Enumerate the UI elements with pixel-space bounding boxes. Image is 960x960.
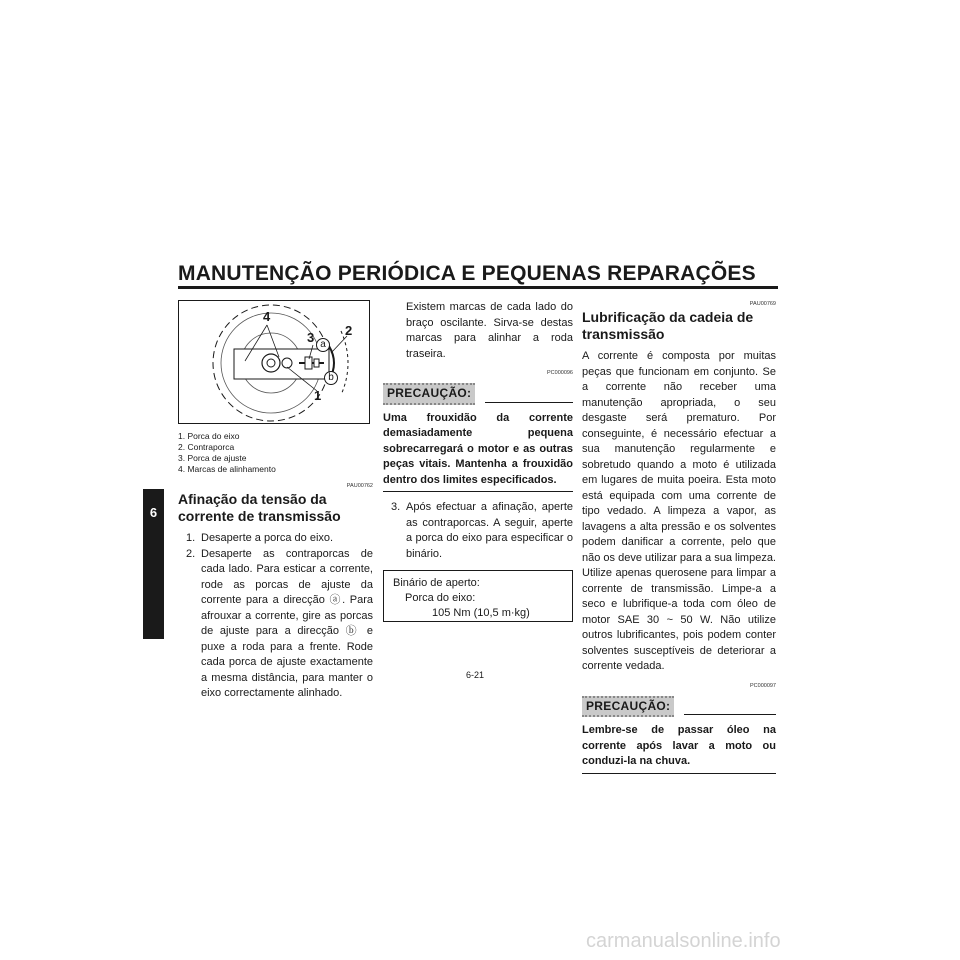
sprocket-illustration xyxy=(179,301,369,423)
spec-value: 105 Nm (10,5 m·kg) xyxy=(432,607,530,619)
section-heading: Afinação da tensão da corrente de transmissão xyxy=(178,491,341,524)
torque-spec-box xyxy=(383,570,573,622)
column-right xyxy=(582,300,776,774)
step-text: Após efectuar a afinação, aperte as contraporcas. A seguir, aperte a porca do eixo para especificar o binário. xyxy=(406,501,573,560)
spec-label: Binário de aperto: xyxy=(393,577,480,589)
reference-code: PC000097 xyxy=(750,682,776,689)
caution-rule xyxy=(485,402,573,403)
chapter-number: 6 xyxy=(149,505,158,520)
caution-header xyxy=(383,383,573,405)
page-title: MANUTENÇÃO PERIÓDICA E PEQUENAS REPARAÇÕES xyxy=(178,262,756,285)
step-item xyxy=(178,547,373,702)
chain-adjuster-figure xyxy=(178,300,370,424)
step-number: 2. xyxy=(186,547,196,560)
figure-label-2: 2 xyxy=(345,323,353,338)
figure-legend xyxy=(178,431,373,475)
section-heading: Lubrificação da cadeia de transmissão xyxy=(582,309,754,342)
figure-label-1: 1 xyxy=(314,388,322,403)
adjustment-steps xyxy=(178,531,373,702)
caution-text: Lembre-se de passar óleo na corrente após lavar a moto ou conduzi-la na chuva. xyxy=(582,723,776,774)
step-number: 3. xyxy=(391,501,401,513)
caution-text: Uma frouxidão da corrente demasiadamente pequena sobrecarregará o motor e as outras peças vitais. Mantenha a frouxidão dentro dos limites especificados. xyxy=(383,411,573,493)
column-left xyxy=(178,300,373,702)
title-rule xyxy=(178,286,778,289)
chapter-tab xyxy=(143,489,164,639)
caution-header xyxy=(582,696,776,718)
adjustment-steps-continued xyxy=(383,500,573,562)
step-text: Desaperte a porca do eixo. xyxy=(201,532,334,544)
watermark: carmanualsonline.info xyxy=(586,930,781,952)
direction-b-marker: b xyxy=(324,371,338,385)
step-number: 1. xyxy=(186,532,196,544)
legend-item: 4. Marcas de alinhamento xyxy=(178,464,276,474)
legend-item: 1. Porca do eixo xyxy=(178,431,240,441)
lubrication-paragraph: A corrente é composta por muitas peças que funcionam em conjunto. Se a corrente não receber uma manutenção apropriada, o seu desgaste será prematuro. Por conseguinte, é necessário efectuar a sua manutenção regularmente e sobretudo quando a moto é utilizada em lugares de muita poeira. Esta moto está equipada com uma corrente de tipo vedado. A limpeza a vapor, as lavagens a alta pressão e os solventes podem danificar a corrente, pelo que não os deve utilizar para a sua limpeza. Utilize apenas querosene para limpar a corrente de transmissão. Limpe-a a seco e lubrifique-a toda com óleo de motor SAE 30 ~ 50 W. Não utilize outros lubrificantes, pois podem conter solventes susceptíveis de deteriorar a corrente vedada. xyxy=(582,350,776,672)
figure-label-3: 3 xyxy=(307,330,315,345)
continuation-paragraph: Existem marcas de cada lado do braço oscilante. Sirva-se destas marcas para alinhar a roda traseira. xyxy=(406,301,573,360)
step-text: Desaperte as contraporcas de cada lado. Para esticar a corrente, rode as porcas de ajuste da corrente para a direcção ⓐ. Para afrouxar a corrente, gire as porcas de ajuste para a direcção ⓑ e puxe a roda para a frente. Rode cada porca de ajuste exactamente a mesma distância, para manter o eixo correctamente alinhado. xyxy=(201,547,373,699)
figure-label-4: 4 xyxy=(263,309,271,324)
column-middle xyxy=(383,300,573,622)
reference-code: PAU00769 xyxy=(749,301,776,307)
legend-item: 3. Porca de ajuste xyxy=(178,453,247,463)
reference-code: PC000096 xyxy=(547,370,573,376)
step-item xyxy=(383,500,573,562)
page-number: 6-21 xyxy=(466,670,485,680)
caution-badge: PRECAUÇÃO: xyxy=(383,383,475,405)
step-item xyxy=(178,531,373,547)
direction-a-marker: a xyxy=(316,338,330,352)
reference-code: PAU00762 xyxy=(346,483,373,489)
caution-rule xyxy=(684,714,776,715)
caution-badge: PRECAUÇÃO: xyxy=(582,696,674,718)
legend-item: 2. Contraporca xyxy=(178,442,235,452)
spec-part: Porca do eixo: xyxy=(405,592,476,604)
